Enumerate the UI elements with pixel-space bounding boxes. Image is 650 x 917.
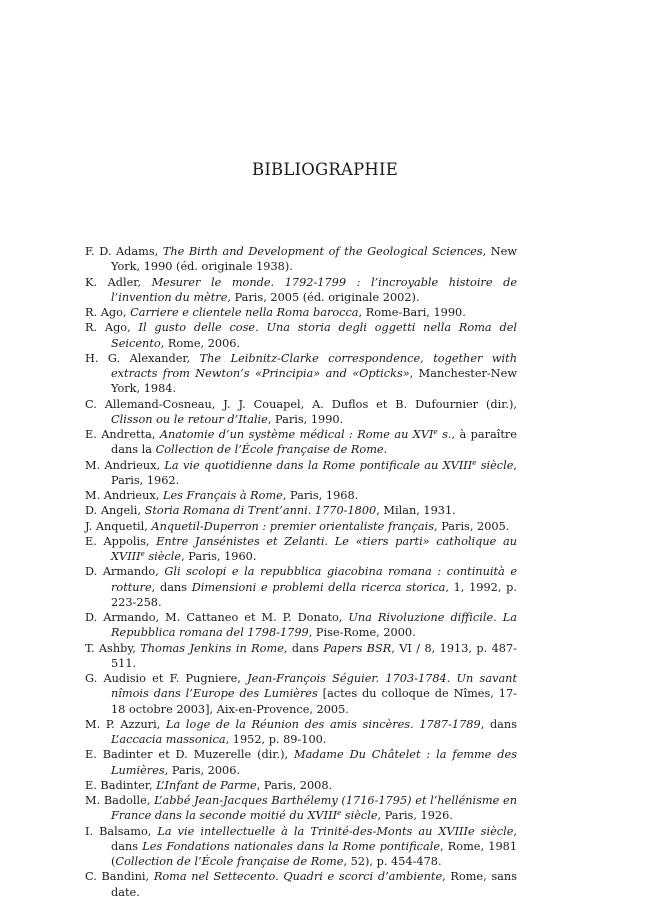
entry-text: , Rome, 1981 ( — [111, 839, 518, 868]
entry-text: , New York, 1990 (éd. originale 1938). — [111, 245, 517, 274]
bibliography-entry — [85, 869, 517, 900]
bibliography-entry — [85, 488, 517, 503]
entry-author: M. Badolle, — [85, 794, 155, 807]
entry-title: Storia Romana di Trent’anni. 1770-1800 — [144, 504, 377, 518]
entry-author: D. Angeli, — [85, 504, 145, 518]
bibliography-entry — [85, 320, 517, 351]
bibliography-entry — [85, 641, 517, 672]
entry-title: siècle — [476, 458, 514, 472]
entry-title: Il gusto delle cose. Una storia degli oggetti nella Roma del Seicento — [111, 321, 517, 350]
entry-author: H. G. Alexander, — [85, 351, 200, 365]
entry-author: M. Andrieux, — [85, 458, 165, 472]
entry-text: , à paraître dans la — [111, 428, 517, 457]
entry-text: , Paris, 1960. — [181, 550, 257, 563]
entry-author: D. Armando, M. Cattaneo et M. P. Donato, — [85, 611, 349, 624]
entry-title: Les Français à Rome — [162, 489, 283, 502]
entry-title: Thomas Jenkins in Rome — [140, 641, 284, 655]
entry-text: . — [383, 443, 388, 457]
entry-text: , Paris, 1926. — [377, 809, 453, 823]
entry-title: Clisson ou le retour d’Italie — [111, 412, 268, 426]
page-title: BIBLIOGRAPHIE — [252, 160, 398, 179]
entry-title: The Leibnitz-Clarke correspondence, together with extracts from Newton’s «Principia» and «Opticks» — [111, 351, 517, 380]
entry-text: [actes du colloque de Nîmes, 17-18 octobre 2003], Aix-en-Provence, 2005. — [111, 687, 517, 716]
entry-author: D. Armando, — [85, 565, 165, 579]
entry-text: , dans — [283, 641, 324, 655]
entry-title: siècle — [341, 809, 378, 823]
entry-author: I. Balsamo, — [85, 824, 158, 838]
entry-title: L’abbé Jean-Jacques Barthélemy (1716-1795) et l’hellénisme en France dans la seconde moitié du XVIII — [111, 794, 517, 823]
entry-text: , Paris, 2005. — [434, 519, 510, 533]
entry-text: , dans — [151, 580, 192, 594]
entry-author: K. Adler, — [85, 275, 152, 289]
entry-author: R. Ago, — [85, 306, 131, 319]
entry-text: , dans — [480, 717, 517, 731]
entry-author: J. Anquetil, — [85, 519, 152, 533]
bibliography-entry — [85, 351, 517, 397]
entry-text: , Paris, 1962. — [111, 458, 518, 487]
entry-text: , Paris, 2006. — [164, 763, 241, 777]
entry-text: , Rome, 2006. — [160, 336, 241, 350]
entry-title: Entre Jansénistes et Zelanti. Le «tiers parti» catholique au XVIII — [111, 534, 517, 563]
entry-text: , Rome-Bari, 1990. — [358, 306, 466, 319]
bibliography-entry — [85, 519, 517, 534]
entry-title: The Birth and Development of the Geological Sciences — [162, 245, 483, 258]
entry-superscript: e — [140, 550, 145, 558]
entry-text: , dans — [111, 824, 517, 853]
entry-author: E. Badinter et D. Muzerelle (dir.), — [85, 748, 294, 762]
entry-title: L’accacia massonica — [111, 733, 226, 746]
entry-text: , Paris, 2005 (éd. originale 2002). — [227, 290, 420, 304]
entry-superscript: e — [433, 428, 438, 436]
entry-title: Una Rivoluzione difficile. La Repubblica romana del 1798-1799 — [111, 611, 517, 640]
entry-title: Gli scolopi e la repubblica giacobina romana : continuità e rotture — [111, 565, 518, 594]
entry-title: Carriere e clientele nella Roma barocca — [130, 306, 359, 319]
entry-title: Madame Du Châtelet : la femme des Lumières — [111, 748, 517, 777]
entry-title: La vie intellectuelle à la Trinité-des-Monts au XVIIIe siècle — [157, 824, 514, 838]
bibliography-entry — [85, 534, 517, 565]
entry-title: Dimensioni e problemi della ricerca storica — [191, 580, 446, 594]
bibliography-entry — [85, 793, 517, 824]
bibliography-entry — [85, 397, 517, 428]
entry-author: E. Andretta, — [85, 428, 160, 441]
entry-title: s. — [437, 428, 452, 441]
bibliography-entry — [85, 671, 517, 717]
entry-title: Roma nel Settecento. Quadri e scorci d’ambiente — [153, 870, 443, 884]
entry-superscript: e — [337, 809, 342, 818]
entry-title: Papers BSR — [323, 641, 392, 655]
entry-author: M. P. Azzuri, — [85, 717, 167, 731]
entry-author: F. D. Adams, — [85, 245, 163, 258]
entry-title: Anquetil-Duperron : premier orientaliste français — [151, 519, 435, 533]
entry-title: Collection de l’École française de Rome — [115, 855, 344, 868]
bibliography-entry — [85, 458, 517, 489]
entry-author: G. Audisio et F. Pugniere, — [85, 672, 248, 685]
entry-author: E. Appolis, — [85, 534, 157, 548]
entry-author: R. Ago, — [85, 321, 139, 335]
entry-title: siècle — [144, 550, 182, 563]
entry-text: , 1952, p. 89-100. — [225, 733, 327, 746]
entry-author: C. Allemand-Cosneau, J. J. Couapel, A. Duflos et B. Dufournier (dir.), — [85, 397, 517, 411]
entry-author: T. Ashby, — [85, 641, 141, 655]
bibliography-entry — [85, 275, 517, 306]
entry-title: Anatomie d’un système médical : Rome au XVI — [159, 428, 434, 441]
entry-text: , 52), p. 454-478. — [343, 855, 442, 868]
bibliography-entry — [85, 427, 517, 458]
entry-text: , Pise-Rome, 2000. — [308, 626, 416, 640]
bibliography-entry — [85, 503, 517, 518]
entry-text: , Paris, 1968. — [282, 489, 359, 502]
entry-title: Mesurer le monde. 1792-1799 : l’incroyable histoire de l’invention du mètre — [111, 275, 518, 304]
entry-title: Collection de l’École française de Rome — [155, 443, 384, 457]
entry-title: Jean-François Séguier. 1703-1784. Un savant nîmois dans l’Europe des Lumières — [111, 672, 518, 701]
bibliography-entry — [85, 610, 517, 641]
bibliography-entry — [85, 305, 517, 320]
bibliography-entry — [85, 778, 517, 793]
entry-superscript: e — [472, 458, 477, 467]
entry-title: La vie quotidienne dans la Rome pontificale au XVIII — [164, 458, 473, 472]
entry-author: C. Bandini, — [85, 870, 154, 884]
entry-title: La loge de la Réunion des amis sincères. 1787-1789 — [166, 717, 481, 731]
entry-title: L’Infant de Parme — [156, 778, 257, 792]
bibliography-entry — [85, 747, 517, 778]
entry-author: E. Badinter, — [85, 778, 157, 792]
entry-title: Les Fondations nationales dans la Rome pontificale — [142, 839, 441, 853]
entry-text: , Rome, sans date. — [111, 870, 517, 899]
bibliography-entry — [85, 824, 517, 870]
entry-text: , Manchester-New York, 1984. — [111, 367, 517, 396]
entry-text: , Milan, 1931. — [376, 504, 456, 518]
bibliography-entry — [85, 717, 517, 748]
bibliography-entry — [85, 244, 517, 275]
bibliography-list — [85, 244, 517, 900]
entry-text: , Paris, 2008. — [256, 778, 333, 792]
entry-text: , Paris, 1990. — [267, 412, 344, 426]
bibliography-entry — [85, 564, 517, 610]
entry-author: M. Andrieux, — [85, 489, 163, 502]
entry-text: , 1, 1992, p. 223-258. — [111, 580, 517, 609]
entry-text: , VI / 8, 1913, p. 487-511. — [111, 641, 517, 670]
